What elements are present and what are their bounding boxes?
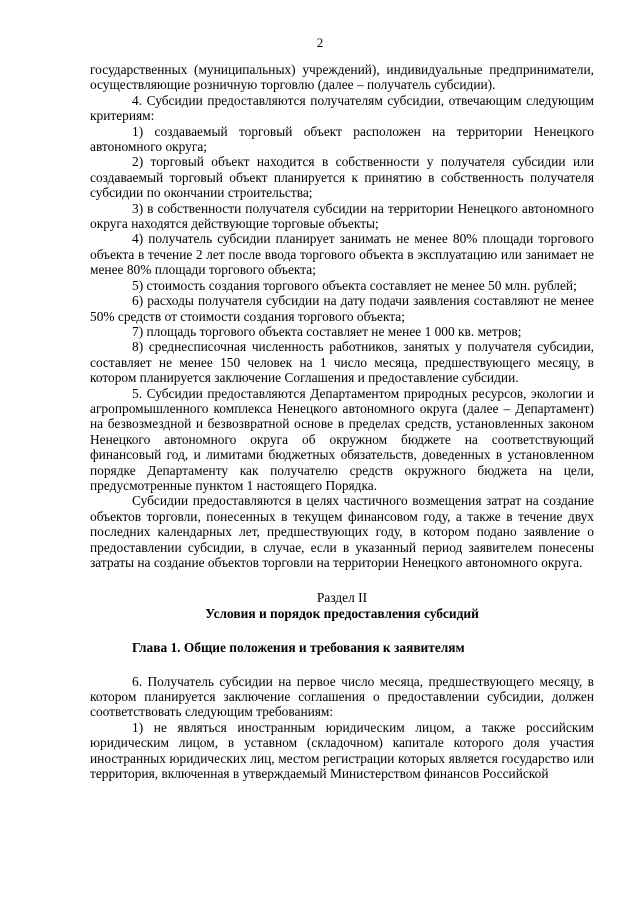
- criterion-6: 6) расходы получателя субсидии на дату подачи заявления составляют не менее 50% средств от стоимости создания торгового объекта;: [90, 293, 594, 324]
- paragraph-item-6: 6. Получатель субсидии на первое число месяца, предшествующего месяцу, в котором планируется заключение соглашения о предоставлении субсидии, должен соответствовать следующим требованиям:: [90, 673, 594, 720]
- chapter-title: Глава 1. Общие положения и требования к заявителям: [132, 640, 465, 656]
- criterion-7: 7) площадь торгового объекта составляет не менее 1 000 кв. метров;: [132, 323, 522, 339]
- paragraph-item-5: 5. Субсидии предоставляются Департаментом природных ресурсов, экологии и агропромышленного комплекса Ненецкого автономного округа (далее – Департамент) на безвозмездной и безвозвратной основе в пределах средств, установленных законом Ненецкого автономного округа об окружном бюджете на соответствующий финансовый год, и лимитами бюджетных обязательств, доведенных в установленном порядке Департаменту как получателю средств окружного бюджета на цели, предусмотренные пунктом 1 настоящего Порядка.: [90, 385, 594, 493]
- criterion-8: 8) среднесписочная численность работников, занятых у получателя субсидии, составляет не менее 150 человек на 1 число месяца, предшествующего месяцу, в котором планируется заключение Соглашения и предоставление субсидии.: [90, 339, 594, 386]
- criterion-5: 5) стоимость создания торгового объекта составляет не менее 50 млн. рублей;: [132, 277, 577, 293]
- criterion-4: 4) получатель субсидии планирует занимать не менее 80% площади торгового объекта в течение 2 лет после ввода торгового объекта в эксплуатацию или занимает не менее 80% площади торгового объекта;: [90, 231, 594, 278]
- document-body: [90, 62, 594, 781]
- paragraph-subsidy-purpose: Субсидии предоставляются в целях частичного возмещения затрат на создание объектов торговли, понесенных в текущем финансовом году, а также в течение двух последних календарных лет, предшествующих году, в котором подано заявление о предоставлении субсидии, в случае, если в указанный период заявителем понесены затраты на создание объектов торговли на территории Ненецкого автономного округа.: [90, 493, 594, 570]
- paragraph-item-4: 4. Субсидии предоставляются получателям субсидии, отвечающим следующим критериям:: [90, 92, 594, 124]
- section-label: Раздел II: [316, 590, 368, 606]
- paragraph-continuation: государственных (муниципальных) учреждений), индивидуальные предприниматели, осуществляющие розничную торговлю (далее – получатель субсидии).: [90, 62, 594, 93]
- section-title: Условия и порядок предоставления субсидий: [205, 605, 479, 621]
- page-number: 2: [316, 35, 324, 50]
- requirement-1: 1) не являться иностранным юридическим лицом, а также российским юридическим лицом, в уставном (складочном) капитале которого доля участия иностранных юридических лиц, местом регистрации которых является государство или территория, включенная в утверждаемый Министерством финансов Российской: [90, 719, 594, 782]
- criterion-1: 1) создаваемый торговый объект расположен на территории Ненецкого автономного округа;: [90, 123, 594, 155]
- criterion-2: 2) торговый объект находится в собственности у получателя субсидии или создаваемый торговый объект планируется к принятию в собственность получателя субсидии по окончании строительства;: [90, 154, 594, 201]
- criterion-3: 3) в собственности получателя субсидии на территории Ненецкого автономного округа находятся действующие торговые объекты;: [90, 200, 594, 232]
